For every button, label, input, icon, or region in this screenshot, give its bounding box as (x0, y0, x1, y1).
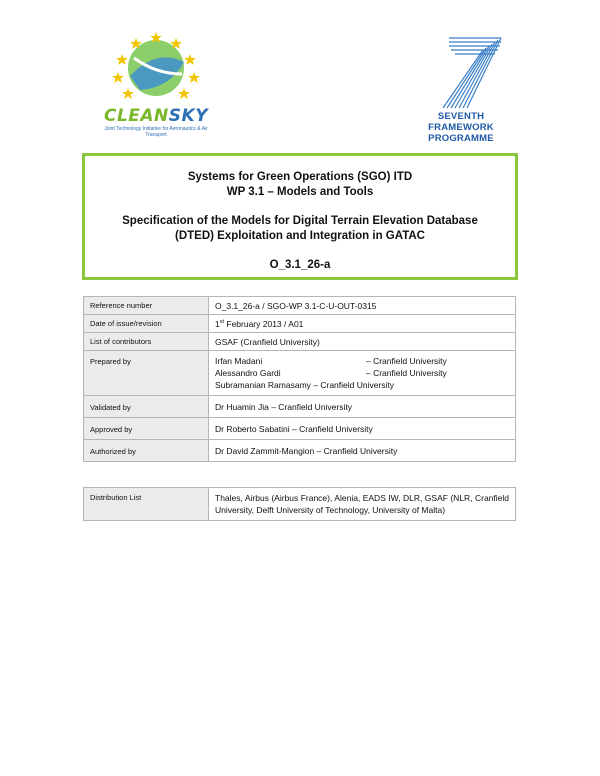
cleansky-tagline: Joint Technology Initiative for Aeronautics & Air Transport (104, 126, 208, 138)
table-row (84, 396, 516, 418)
table-row (84, 418, 516, 440)
fp7-logo (405, 32, 517, 144)
prepared-label: Prepared by (84, 351, 209, 396)
document-info-table (83, 296, 516, 462)
date-label: Date of issue/revision (84, 315, 209, 333)
wp-title: WP 3.1 – Models and Tools (226, 186, 374, 198)
fp7-wordmark: SEVENTH FRAMEWORK PROGRAMME (428, 111, 494, 144)
distribution-table (83, 487, 516, 521)
document-title: Specification of the Models for Digital Terrain Elevation Database (DTED) Exploitation and Integration in GATAC (122, 215, 478, 242)
approved-value: Dr Roberto Sabatini – Cranfield University (209, 418, 516, 440)
validated-label: Validated by (84, 396, 209, 418)
prepared-value (209, 351, 516, 396)
date-value: 1st February 2013 / A01 (209, 315, 516, 333)
title-box (82, 153, 518, 280)
distribution-value: Thales, Airbus (Airbus France), Alenia, EADS IW, DLR, GSAF (NLR, Cranfield University, Delft University of Technology, University of Malta) (209, 488, 516, 521)
preparer: Alessandro Gardi – Cranfield University (215, 368, 447, 378)
preparer: Irfan Madani – Cranfield University (215, 356, 447, 366)
cleansky-wordmark: CLEANSKY (103, 106, 209, 126)
table-row (84, 351, 516, 396)
table-row (84, 315, 516, 333)
contributors-label: List of contributors (84, 333, 209, 351)
validated-value: Dr Huamin Jia – Cranfield University (209, 396, 516, 418)
reference-label: Reference number (84, 297, 209, 315)
cleansky-logo (100, 28, 212, 136)
table-row (84, 488, 516, 521)
eu-stars-globe-icon (100, 28, 212, 108)
authorized-label: Authorized by (84, 440, 209, 462)
reference-value: O_3.1_26-a / SGO-WP 3.1-C-U-OUT-0315 (209, 297, 516, 315)
table-row (84, 333, 516, 351)
fp7-seven-icon (405, 32, 517, 110)
document-id: O_3.1_26-a (269, 259, 331, 271)
table-row (84, 297, 516, 315)
itd-title: Systems for Green Operations (SGO) ITD (187, 171, 413, 183)
preparer: Subramanian Ramasamy – Cranfield University (215, 380, 395, 390)
distribution-label: Distribution List (84, 488, 209, 521)
contributors-value: GSAF (Cranfield University) (209, 333, 516, 351)
table-row (84, 440, 516, 462)
authorized-value: Dr David Zammit-Mangion – Cranfield University (209, 440, 516, 462)
approved-label: Approved by (84, 418, 209, 440)
